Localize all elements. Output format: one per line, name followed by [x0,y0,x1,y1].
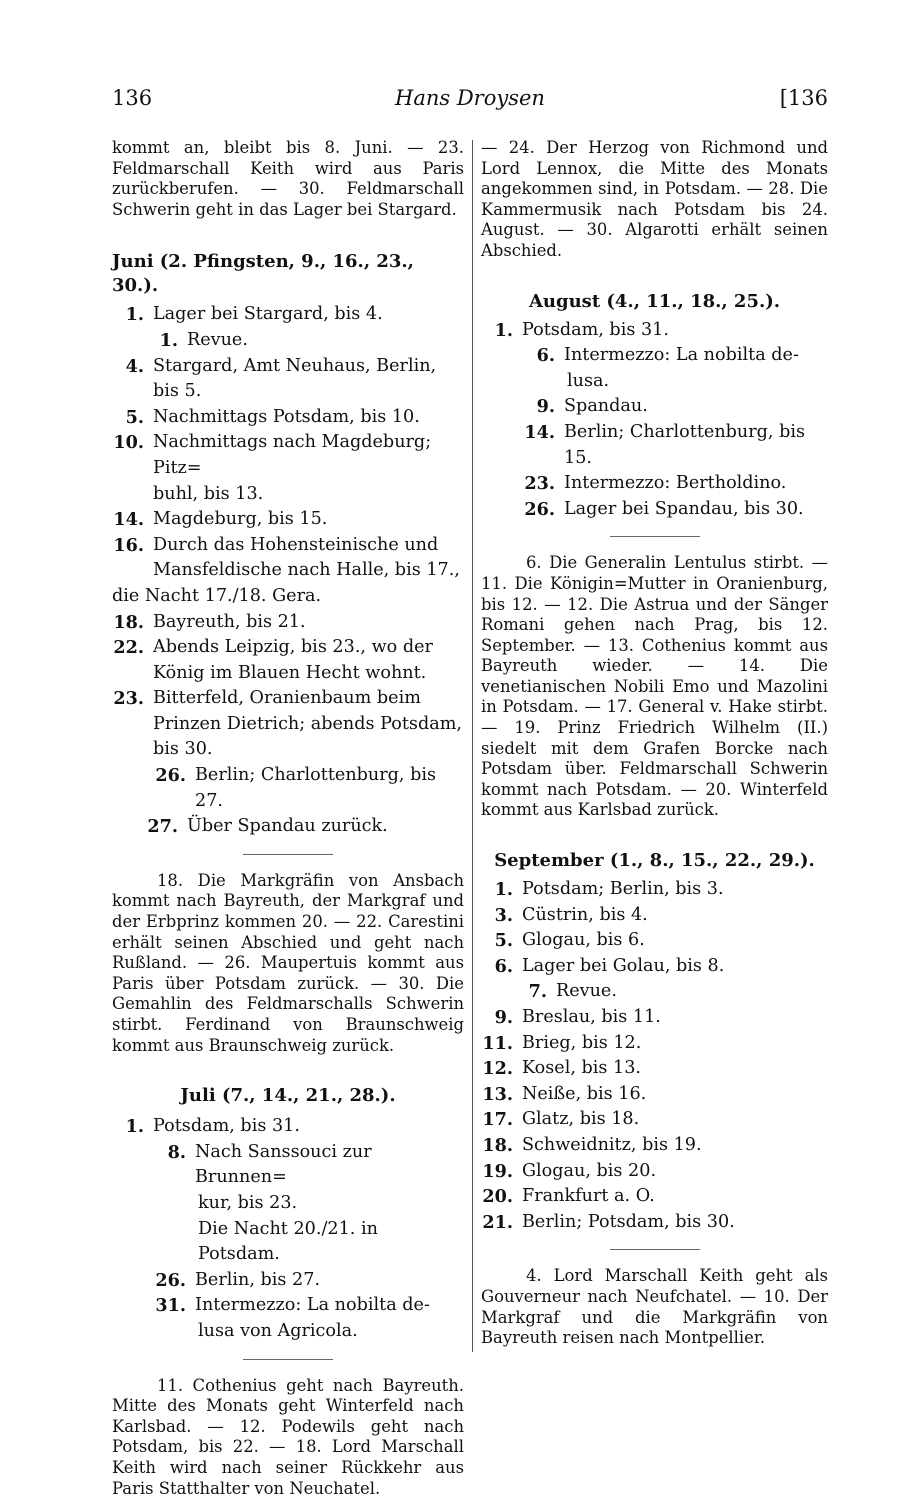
list-item: 5. Glogau, bis 6. [494,930,645,952]
list-item: 20. Frankfurt a. O. [482,1186,655,1208]
continued-note: kommt an, bleibt bis 8. Juni. — 23. Feldmarschall Keith wird aus Paris zurückberufen. — 30. Feldmarschall Schwerin geht in das Lager bei Stargard. [112,138,464,219]
list-item: 18. Schweidnitz, bis 19. [482,1134,702,1156]
list-item: 10. Nachmittags nach Magdeburg; Pitz= [113,432,432,478]
month-heading-juli: Juli (7., 14., 21., 28.). [180,1085,396,1107]
list-item: 31. Intermezzo: La nobilta de- [155,1295,430,1317]
list-item: 18. Bayreuth, bis 21. [113,611,306,633]
list-item: 6. Intermezzo: La nobilta de- [536,345,799,367]
list-item: 16. Durch das Hohensteinische und [113,534,439,556]
month-note-september: 4. Lord Marschall Keith geht als Gouverneur nach Neufchatel. — 10. Der Markgraf und die Markgräfin von Bayreuth reisen nach Montpellier. [481,1266,828,1348]
list-item: 8. Nach Sanssouci zur Brunnen= [167,1141,372,1188]
list-item-continuation: König im Blauen Hecht wohnt. [153,662,427,683]
list-item: 1. Lager bei Stargard, bis 4. [125,304,383,326]
left-column [112,138,464,1499]
list-item-continuation: Die Nacht 20./21. in Potsdam. [198,1218,378,1265]
list-item: 4. Stargard, Amt Neuhaus, Berlin, [125,355,437,377]
list-item-continuation: lusa von Agricola. [198,1320,358,1341]
list-item: 5. Nachmittags Potsdam, bis 10. [125,406,420,428]
list-item: 23. Intermezzo: Bertholdino. [524,473,787,495]
list-item: 27. Über Spandau zurück. [147,816,388,838]
page-number-right: [136 [779,86,828,110]
month-heading-august: August (4., 11., 18., 25.). [528,290,781,312]
list-item-continuation: lusa. [567,370,610,391]
running-title: Hans Droysen [395,86,545,110]
list-item: 19. Glogau, bis 20. [482,1160,657,1182]
list-item-continuation: bis 30. [153,739,213,760]
column-separator [472,140,473,1352]
list-item-continuation: die Nacht 17./18. Gera. [112,585,322,606]
page-header [112,86,828,120]
list-item-continuation: bis 5. [153,381,202,402]
list-item: 7. Revue. [528,981,617,1003]
list-item-continuation: buhl, bis 13. [153,483,264,504]
list-item: 14. Magdeburg, bis 15. [113,509,328,531]
list-item: 23. Bitterfeld, Oranienbaum beim [113,688,421,710]
list-item: 12. Kosel, bis 13. [482,1058,642,1080]
list-item: 21. Berlin; Potsdam, bis 30. [482,1211,735,1233]
list-item: 14. Berlin; Charlottenburg, bis 15. [524,421,806,468]
list-item: 26. Berlin, bis 27. [155,1269,321,1291]
list-item-continuation: kur, bis 23. [198,1192,298,1213]
list-item: 9. Spandau. [536,396,648,418]
list-item: 1. Potsdam, bis 31. [494,319,669,341]
list-item-continuation: Mansfeldische nach Halle, bis 17., [153,560,460,581]
list-item: 26. Lager bei Spandau, bis 30. [524,498,804,520]
list-item: 6. Lager bei Golau, bis 8. [494,955,725,977]
list-item: 22. Abends Leipzig, bis 23., wo der [113,637,433,659]
list-item: 3. Cüstrin, bis 4. [494,904,648,926]
right-column [481,138,828,1349]
month-note-juli: 11. Cothenius geht nach Bayreuth. Mitte des Monats geht Winterfeld nach Karlsbad. — 12. Podewils geht nach Potsdam, bis 22. — 18. Lord Marschall Keith wird nach seiner Rückkehr aus Paris Statthalter von Neuchatel. [112,1375,464,1498]
page-number-left: 136 [112,86,153,110]
list-item: 26. Berlin; Charlottenburg, bis 27. [155,765,437,811]
list-item: 13. Neiße, bis 16. [482,1083,647,1105]
list-item-continuation: Prinzen Dietrich; abends Potsdam, [153,713,462,734]
list-item: 17. Glatz, bis 18. [482,1109,640,1131]
list-item: 9. Breslau, bis 11. [494,1007,661,1028]
month-heading-juni: Juni (2. Pfingsten, 9., 16., 23., 30.). [112,251,414,297]
month-note-juni: 18. Die Markgräfin von Ansbach kommt nach Bayreuth, der Markgraf und der Erbprinz kommen 20. — 22. Carestini erhält seinen Abschied und geht nach Rußland. — 26. Maupertuis kommt aus Paris über Potsdam zurück. — 30. Die Gemahlin des Feldmarschalls Schwerin stirbt. Ferdinand von Braunschweig kommt aus Braunschweig zurück. [112,870,464,1055]
list-item: 1. Potsdam, bis 31. [125,1116,300,1138]
list-item: 11. Brieg, bis 12. [482,1032,642,1054]
month-note-august: 6. Die Generalin Lentulus stirbt. — 11. Die Königin=Mutter in Oranienburg, bis 12. — 12. Die Astrua und der Sänger Romani gehen nach Prag, bis 12. September. — 13. Cothenius kommt aus Bayreuth wieder. — 14. Die venetianischen Nobili Emo und Mazolini in Potsdam. — 17. General v. Hake stirbt. — 19. Prinz Friedrich Wilhelm (II.) siedelt mit dem Grafen Borcke nach Potsdam über. Feldmarschall Schwerin kommt nach Potsdam. — 20. Winterfeld kommt aus Karlsbad zurück. [481,553,828,820]
list-item: 1. Revue. [159,329,248,351]
continued-note: — 24. Der Herzog von Richmond und Lord Lennox, die Mitte des Monats angekommen sind, in Potsdam. — 28. Die Kammermusik nach Potsdam bis 24. August. — 30. Algarotti erhält seinen Abschied. [481,138,828,260]
month-heading-september: September (1., 8., 15., 22., 29.). [494,850,815,872]
list-item: 1. Potsdam; Berlin, bis 3. [494,879,724,901]
